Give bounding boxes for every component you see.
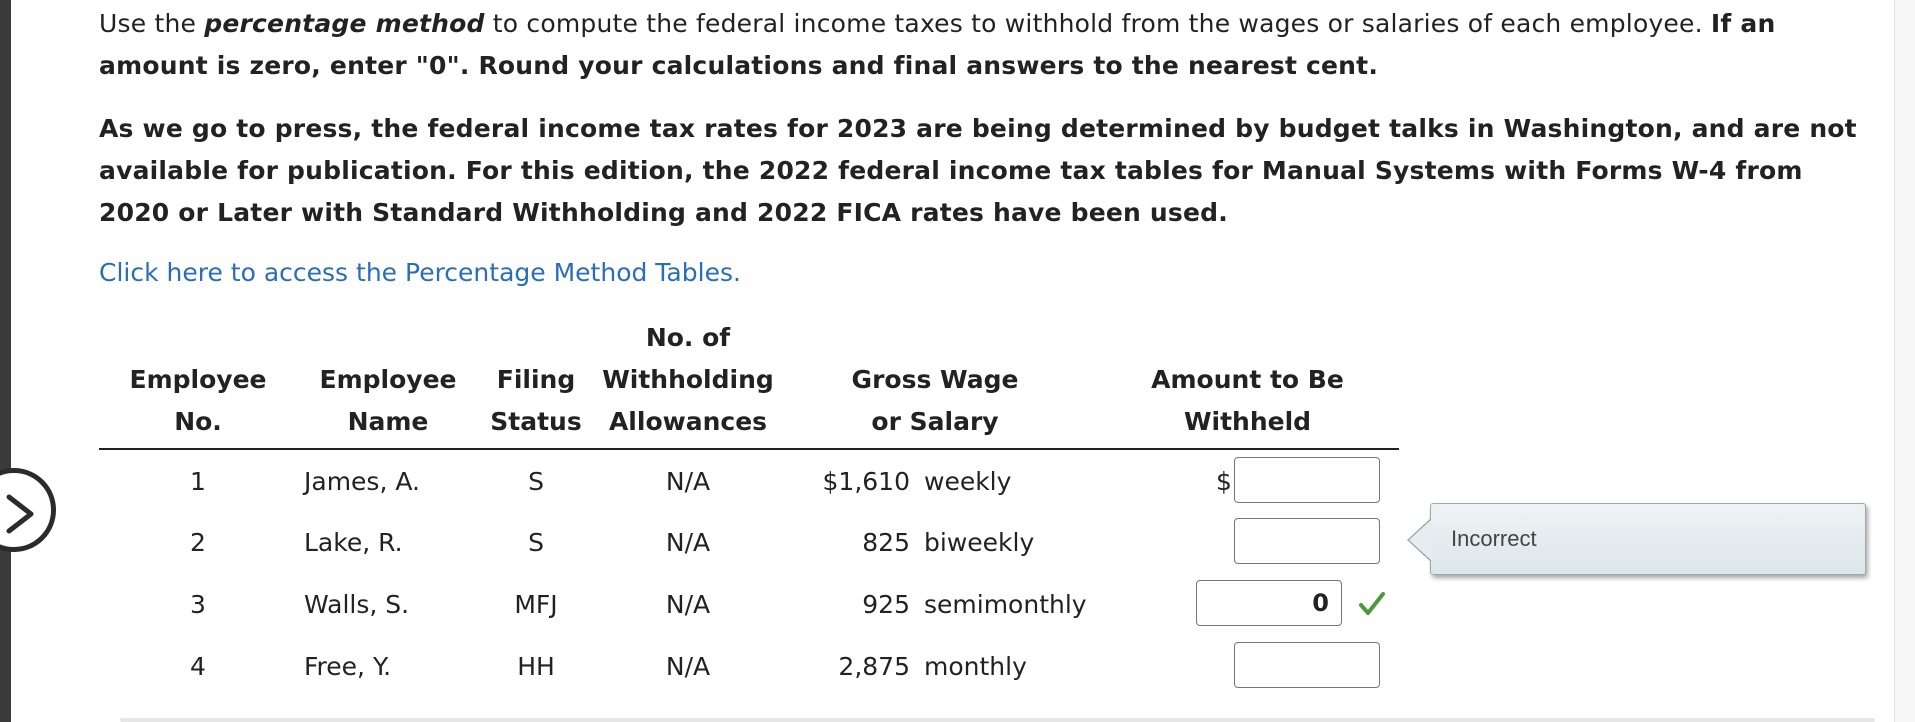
header-employee-no	[118, 359, 278, 443]
withheld-input-row-4[interactable]	[1234, 642, 1380, 688]
employee-name: Lake, R.	[304, 528, 403, 557]
pay-period: semimonthly	[924, 590, 1087, 619]
employee-no: 1	[190, 467, 206, 496]
gross-amount: 925	[862, 590, 910, 619]
pay-period: biweekly	[924, 528, 1035, 557]
header-gross-wage	[820, 359, 1050, 443]
withheld-input-row-3[interactable]	[1196, 580, 1342, 626]
check-icon	[1358, 590, 1386, 618]
header-amount-withheld	[1130, 359, 1365, 443]
scrollbar-track[interactable]	[1894, 0, 1915, 722]
employee-name: Free, Y.	[304, 652, 392, 681]
left-side-bar	[0, 0, 11, 722]
header-divider	[99, 448, 1399, 450]
instructions-paragraph	[99, 3, 1879, 87]
header-line: Withholding	[602, 365, 774, 394]
header-line: No. of	[645, 323, 731, 352]
withheld-input-row-2[interactable]	[1234, 518, 1380, 564]
press-note-paragraph: As we go to press, the federal income tax rates for 2023 are being determined by budget talks in Washington, and are not available for publication. For this edition, the 2022 federal income tax tables for Manual Systems with Forms W-4 from 2020 or Later with Standard Withholding and 2022 FICA rates have been used.	[99, 114, 1857, 227]
filing-status: S	[528, 467, 544, 496]
section-divider	[120, 718, 1875, 722]
header-employee-name	[308, 359, 468, 443]
withholding-allowances: N/A	[665, 590, 711, 619]
feedback-text: Incorrect	[1451, 526, 1537, 551]
header-line: No.	[174, 407, 222, 436]
header-line: Filing	[496, 365, 576, 394]
employee-name: James, A.	[304, 467, 420, 496]
incorrect-feedback-callout	[1430, 503, 1866, 575]
gross-amount: 825	[862, 528, 910, 557]
withheld-input-row-1[interactable]	[1234, 457, 1380, 503]
header-line: or Salary	[871, 407, 999, 436]
header-line: Name	[347, 407, 429, 436]
gross-amount: 2,875	[838, 652, 910, 681]
header-line: Gross Wage	[851, 365, 1019, 394]
header-line: Withheld	[1183, 407, 1312, 436]
method-emphasis: percentage method	[204, 9, 485, 38]
header-withholding-allowances	[598, 317, 778, 443]
pay-period: monthly	[924, 652, 1027, 681]
pay-period: weekly	[924, 467, 1012, 496]
instructions-text-cont: to compute the federal income taxes to withhold from the wages or salaries of each employee.	[484, 9, 1711, 38]
employee-name: Walls, S.	[304, 590, 410, 619]
employee-no: 2	[190, 528, 206, 557]
header-line: Employee	[319, 365, 457, 394]
withholding-allowances: N/A	[665, 467, 711, 496]
instructions-text: Use the	[99, 9, 205, 38]
chevron-right-icon	[5, 493, 35, 535]
header-line: Employee	[129, 365, 267, 394]
dollar-sign: $	[1216, 467, 1232, 496]
header-line: Allowances	[608, 407, 768, 436]
withholding-allowances: N/A	[665, 652, 711, 681]
percentage-tables-link[interactable]: Click here to access the Percentage Method Tables.	[99, 258, 741, 287]
employee-no: 4	[190, 652, 206, 681]
filing-status: S	[528, 528, 544, 557]
employee-no: 3	[190, 590, 206, 619]
callout-pointer	[1409, 519, 1432, 561]
rounding-instructions: If an amount is zero, enter "0". Round your calculations and final answers to the nearest cent.	[99, 9, 1776, 80]
header-line: Status	[490, 407, 582, 436]
header-line: Amount to Be	[1151, 365, 1344, 394]
expand-nav-button[interactable]	[0, 468, 56, 552]
filing-status: MFJ	[514, 590, 558, 619]
filing-status: HH	[517, 652, 555, 681]
gross-amount: $1,610	[822, 467, 910, 496]
header-filing-status	[480, 359, 592, 443]
withholding-allowances: N/A	[665, 528, 711, 557]
